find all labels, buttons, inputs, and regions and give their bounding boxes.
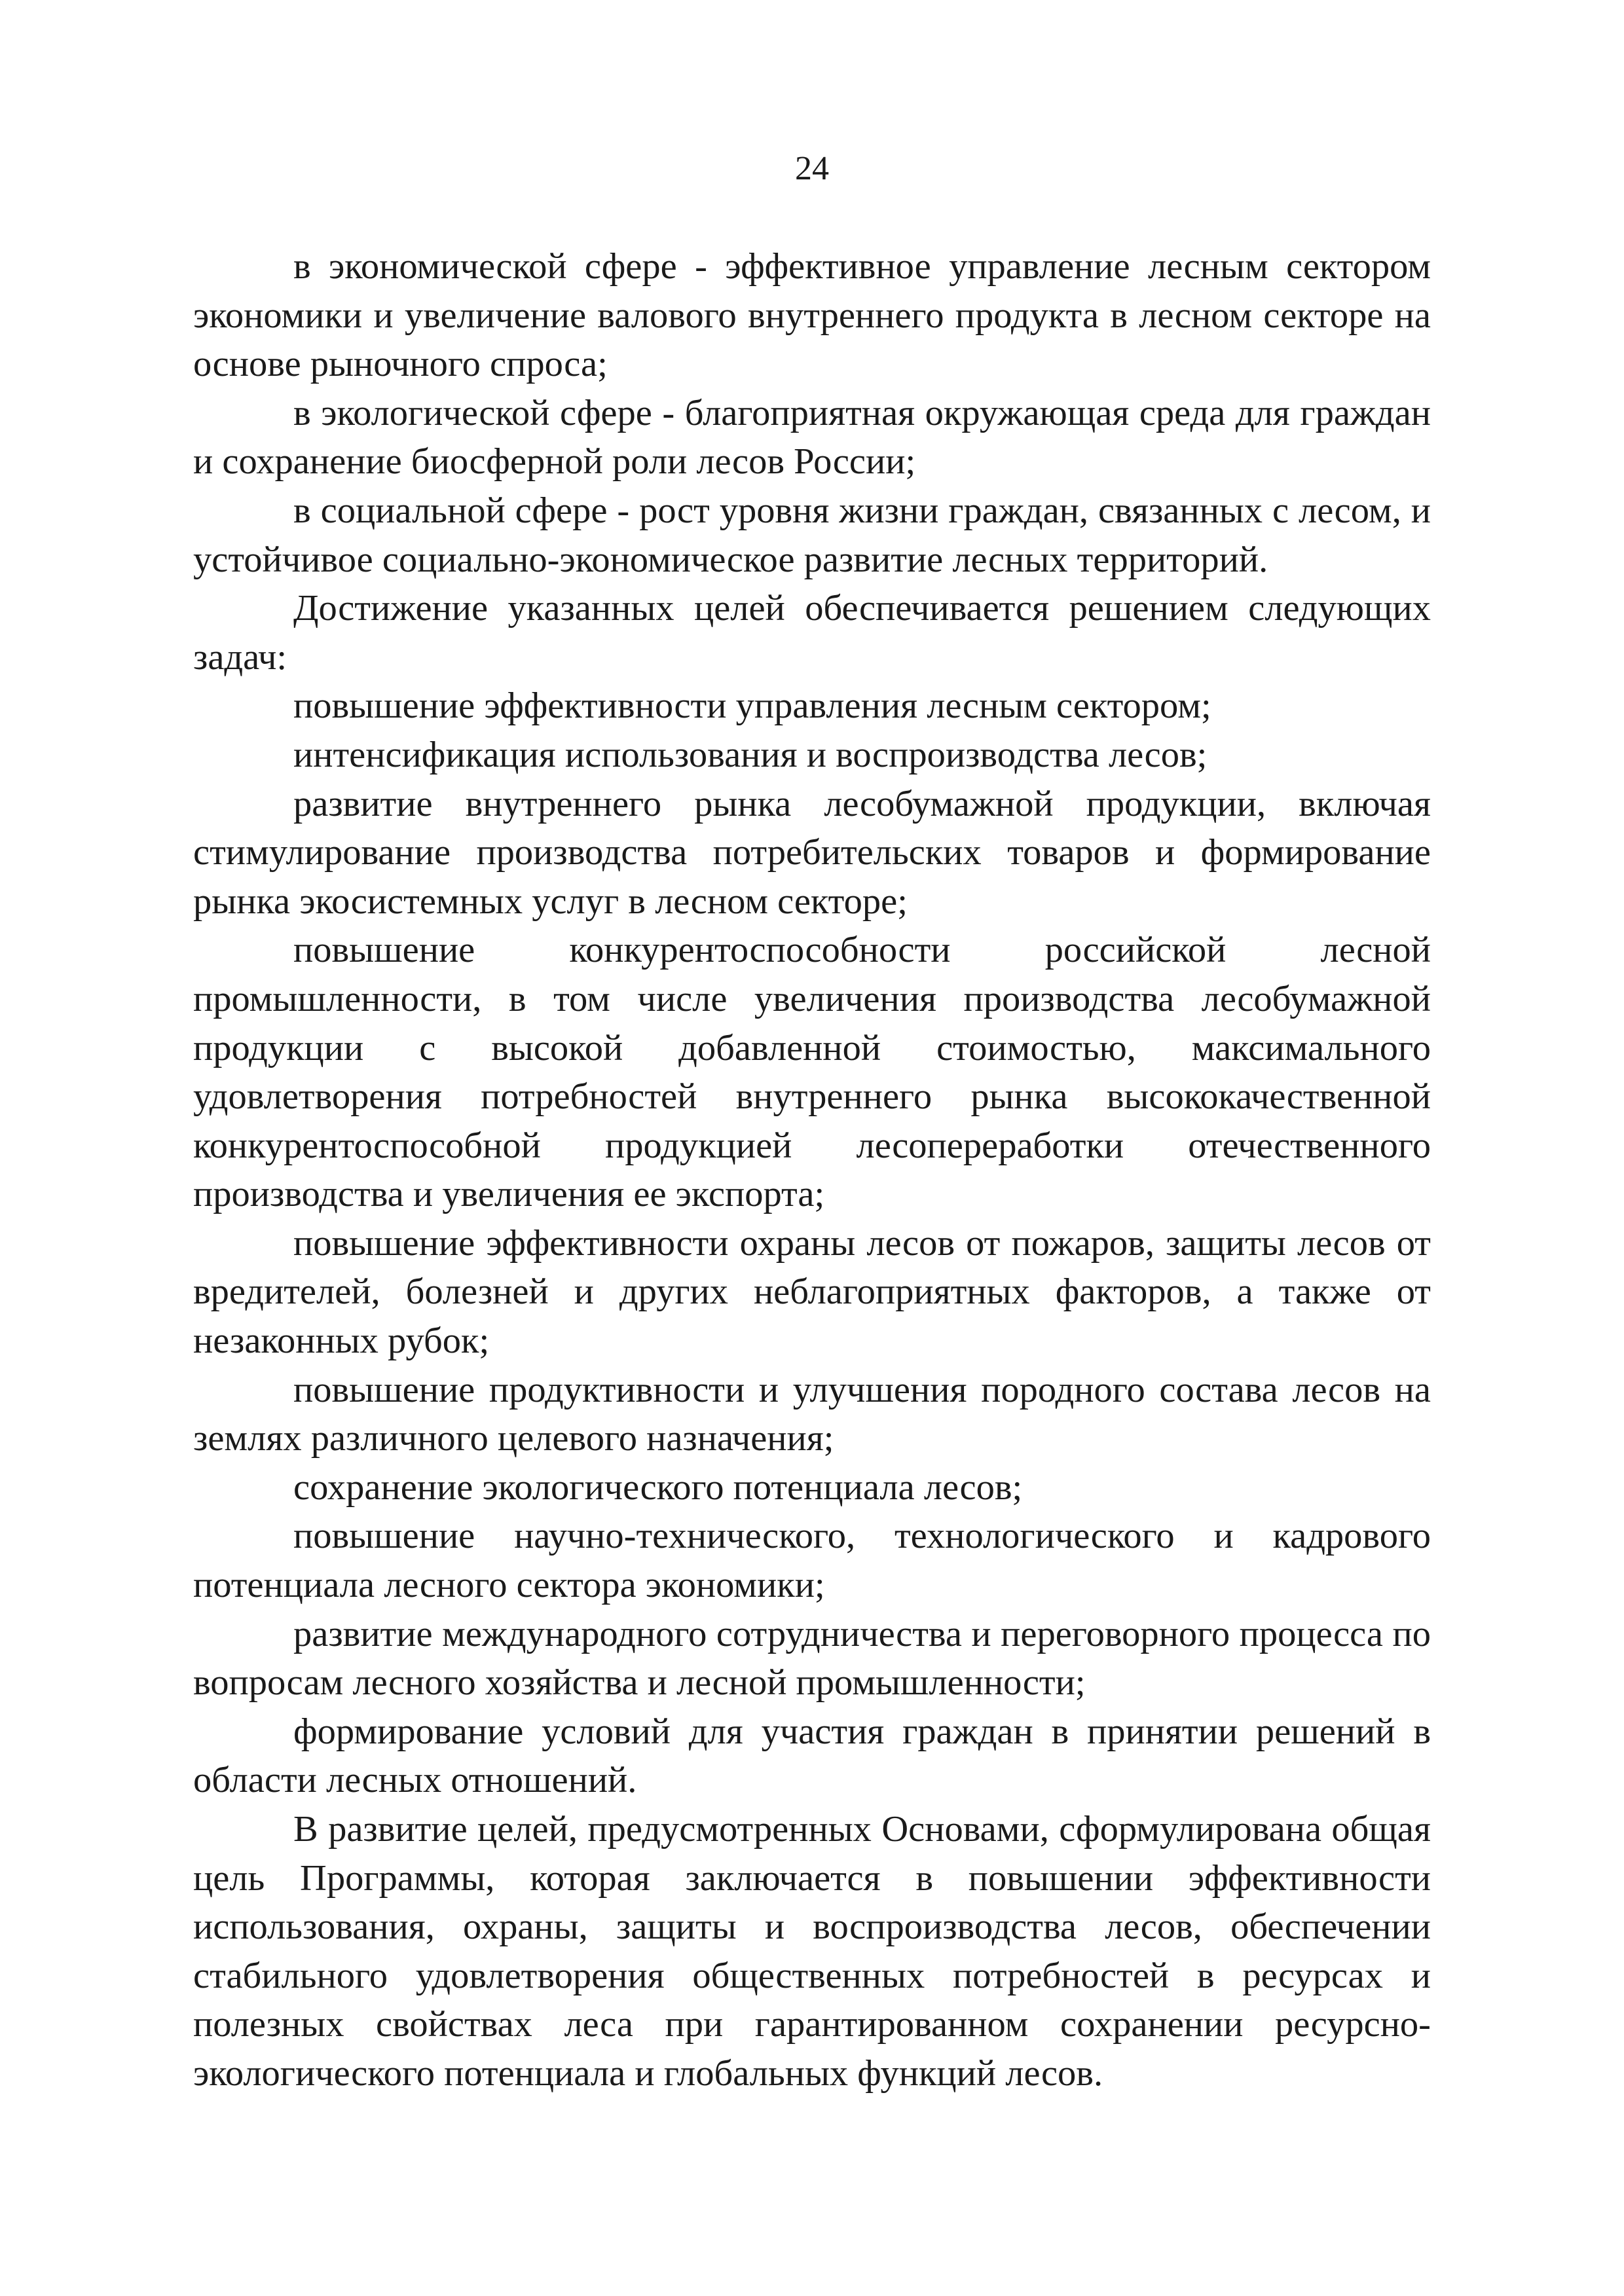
task-item-citizen-participation: формирование условий для участия граждан в принятии решений в области лесных отношений. bbox=[193, 1711, 1431, 1801]
task-item-forest-protection: повышение эффективности охраны лесов от пожаров, защиты лесов от вредителей, болезней и других неблагоприятных факторов, а также от незаконных рубок; bbox=[193, 1222, 1431, 1362]
task-item-competitiveness: повышение конкурентоспособности российской лесной промышленности, в том числе увеличения производства лесобумажной продукции с высокой добавленной стоимостью, максимального удовлетворения потребностей внутреннего рынка высококачественной конкурентоспособной продукцией лесопереработки отечественного производства и увеличения ее экспорта; bbox=[193, 930, 1431, 1215]
paragraph-tasks-intro: Достижение указанных целей обеспечивается решением следующих задач: bbox=[193, 588, 1431, 678]
paragraph-program-goal: В развитие целей, предусмотренных Основами, сформулирована общая цель Программы, которая заключается в повышении эффективности использования, охраны, защиты и воспроизводства лесов, обеспечении стабильного удовлетворения общественных потребностей в ресурсах и полезных свойствах леса при гарантированном сохранении ресурсно-экологического потенциала и глобальных функций лесов. bbox=[193, 1809, 1431, 2094]
page-number: 24 bbox=[795, 150, 829, 187]
task-item-management-efficiency: повышение эффективности управления лесным сектором; bbox=[293, 685, 1211, 727]
paragraph-ecological-sphere: в экологической сфере - благоприятная окружающая среда для граждан и сохранение биосферной роли лесов России; bbox=[193, 392, 1431, 483]
task-item-international-cooperation: развитие международного сотрудничества и переговорного процесса по вопросам лесного хозяйства и лесной промышленности; bbox=[193, 1613, 1431, 1704]
document-body bbox=[193, 242, 1431, 2098]
task-item-productivity: повышение продуктивности и улучшения породного состава лесов на землях различного целевого назначения; bbox=[193, 1369, 1431, 1459]
task-item-intensification: интенсификация использования и воспроизводства лесов; bbox=[293, 734, 1208, 775]
task-item-domestic-market: развитие внутреннего рынка лесобумажной продукции, включая стимулирование производства потребительских товаров и формирование рынка экосистемных услуг в лесном секторе; bbox=[193, 783, 1431, 922]
paragraph-economic-sphere: в экономической сфере - эффективное управление лесным сектором экономики и увеличение валового внутреннего продукта в лесном секторе на основе рыночного спроса; bbox=[193, 246, 1431, 385]
task-item-ecological-potential: сохранение экологического потенциала лесов; bbox=[293, 1467, 1023, 1508]
paragraph-social-sphere: в социальной сфере - рост уровня жизни граждан, связанных с лесом, и устойчивое социально-экономическое развитие лесных территорий. bbox=[193, 490, 1431, 580]
task-item-scientific-potential: повышение научно-технического, технологического и кадрового потенциала лесного сектора экономики; bbox=[193, 1516, 1431, 1606]
